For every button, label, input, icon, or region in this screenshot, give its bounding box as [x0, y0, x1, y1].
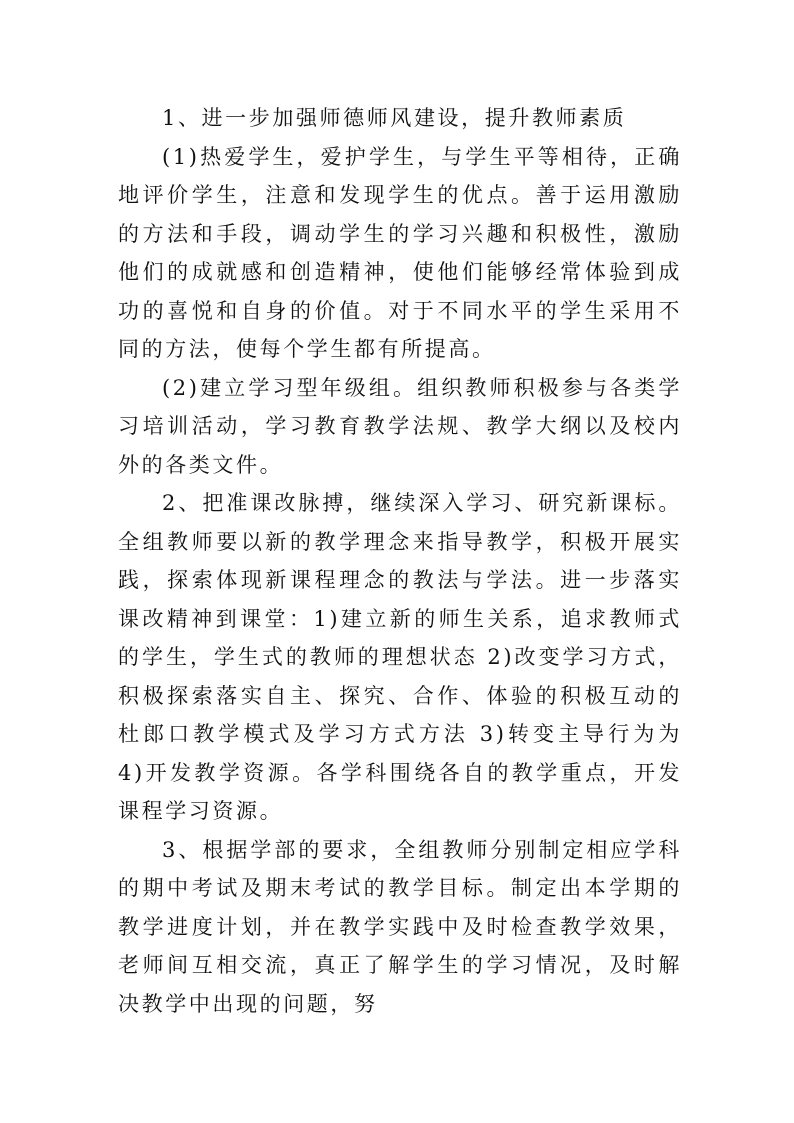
- paragraph-1-2: (2)建立学习型年级组。组织教师积极参与各类学习培训活动，学习教育教学法规、教学大纲以及校内外的各类文件。: [118, 375, 682, 477]
- document-body: [118, 99, 682, 1023]
- section-heading-1: 1、进一步加强师德师风建设，提升教师素质: [162, 106, 627, 130]
- paragraph-1-1: (1)热爱学生，爱护学生，与学生平等相待，正确地评价学生，注意和发现学生的优点。善于运用激励的方法和手段，调动学生的学习兴趣和积极性，激励他们的成就感和创造精神，使他们能够经常体验到成功的喜悦和自身的价值。对于不同水平的学生采用不同的方法，使每个学生都有所提高。: [118, 144, 682, 361]
- paragraph-2: 2、把准课改脉搏，继续深入学习、研究新课标。全组教师要以新的教学理念来指导教学，积极开展实践，探索体现新课程理念的教法与学法。进一步落实课改精神到课堂：1)建立新的师生关系，追求教师式的学生，学生式的教师的理想状态 2)改变学习方式，积极探索落实自主、探究、合作、体验的积极互动的杜郎口教学模式及学习方式方法 3)转变主导行为为 4)开发教学资源。各学科围绕各自的教学重点，开发课程学习资源。: [118, 491, 682, 823]
- paragraph-3: 3、根据学部的要求，全组教师分别制定相应学科的期中考试及期末考试的教学目标。制定出本学期的教学进度计划，并在教学实践中及时检查教学效果，老师间互相交流，真正了解学生的学习情况，及时解决教学中出现的问题，努: [118, 837, 682, 1016]
